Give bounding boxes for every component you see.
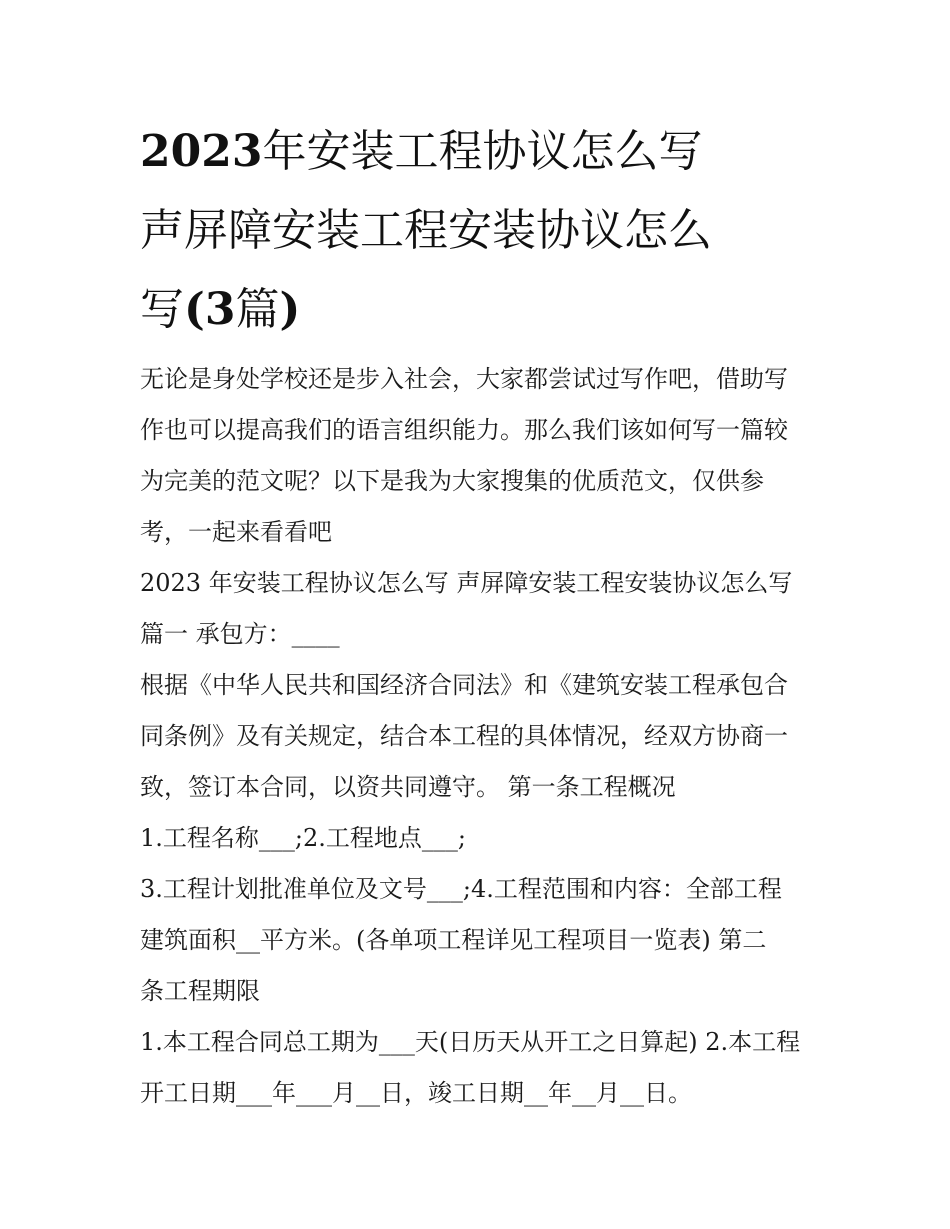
document-body bbox=[140, 354, 815, 1119]
title-line-1-text: 年安装工程协议怎么写 bbox=[262, 126, 703, 177]
body-line: 条工程期限 bbox=[140, 977, 260, 1005]
title-line-1 bbox=[140, 112, 820, 191]
title-count-close: ) bbox=[279, 284, 301, 335]
body-line: 1.工程名称___;2.工程地点___; bbox=[140, 824, 466, 852]
body-line: 致，签订本合同，以资共同遵守。 第一条工程概况 bbox=[140, 773, 676, 801]
body-line: 1.本工程合同总工期为___天(日历天从开工之日算起) 2.本工程 bbox=[140, 1028, 801, 1056]
body-line: 3.工程计划批准单位及文号___;4.工程范围和内容：全部工程 bbox=[140, 875, 782, 903]
body-line: 开工日期___年___月__日，竣工日期__年__月__日。 bbox=[140, 1079, 692, 1107]
document-title bbox=[140, 112, 820, 349]
title-year: 2023 bbox=[140, 126, 263, 177]
body-line: 为完美的范文呢？以下是我为大家搜集的优质范文，仅供参 bbox=[140, 467, 764, 495]
title-line-3 bbox=[140, 270, 820, 349]
body-line: 考，一起来看看吧 bbox=[140, 518, 332, 546]
body-line: 无论是身处学校还是步入社会，大家都尝试过写作吧，借助写 bbox=[140, 365, 788, 393]
body-line: 2023 年安装工程协议怎么写 声屏障安装工程安装协议怎么写 bbox=[140, 569, 793, 597]
title-line-3-text-a: 写 bbox=[140, 284, 184, 335]
body-line: 作也可以提高我们的语言组织能力。那么我们该如何写一篇较 bbox=[140, 416, 788, 444]
body-line: 建筑面积__平方米。(各单项工程详见工程项目一览表) 第二 bbox=[140, 926, 767, 954]
title-count-open: (3 bbox=[184, 284, 236, 335]
body-line: 篇一 承包方：____ bbox=[140, 620, 340, 648]
body-line: 根据《中华人民共和国经济合同法》和《建筑安装工程承包合 bbox=[140, 671, 788, 699]
title-line-3-text-b: 篇 bbox=[235, 284, 280, 335]
title-line-2: 声屏障安装工程安装协议怎么 bbox=[140, 205, 712, 256]
body-line: 同条例》及有关规定，结合本工程的具体情况，经双方协商一 bbox=[140, 722, 788, 750]
